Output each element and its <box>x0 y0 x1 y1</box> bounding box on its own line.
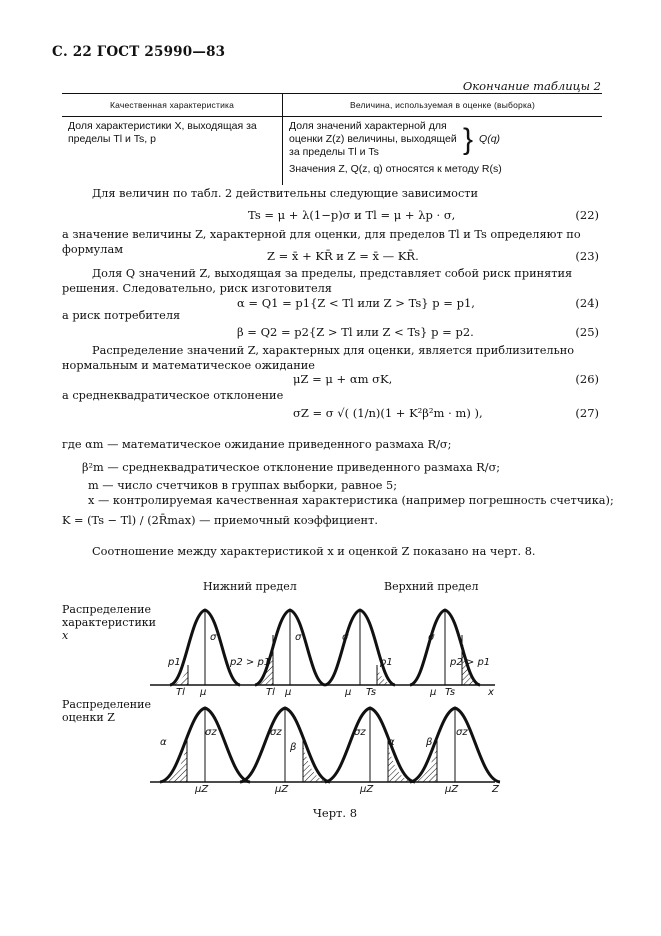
svg-text:Tl: Tl <box>176 687 185 698</box>
consumer-risk-text: а риск потребителя <box>62 309 181 322</box>
svg-text:σz: σz <box>205 727 217 738</box>
curve-row1-d <box>410 610 480 685</box>
eq25-number: (25) <box>575 325 599 339</box>
svg-text:σz: σz <box>270 727 282 738</box>
svg-text:β: β <box>290 742 297 753</box>
eq27-number: (27) <box>575 406 599 420</box>
curve-row2-a <box>160 708 250 782</box>
svg-text:σ: σ <box>210 632 217 643</box>
curve-row1-b <box>255 610 325 685</box>
row1-q: Q(q) <box>479 133 501 145</box>
table-2 <box>62 93 602 185</box>
curve-row1-c <box>325 610 395 685</box>
brace-symbol: } <box>463 122 474 156</box>
svg-text:σ: σ <box>342 632 349 643</box>
eq23: Z = x̄ + KR̄ и Z = x̄ — KR̄. <box>267 249 419 263</box>
figure-caption: Черт. 8 <box>313 806 358 820</box>
where-2: β²m — среднеквадратическое отклонение приведенного размаха R/σ; <box>82 461 501 474</box>
eq26: μZ = μ + αm σK, <box>293 372 393 386</box>
row1-col2 <box>283 117 603 186</box>
curve-row2-c <box>325 708 415 782</box>
svg-text:p1: p1 <box>380 657 393 668</box>
svg-text:Ts: Ts <box>366 687 377 698</box>
curve-row2-d <box>410 708 500 782</box>
table-continuation-note: Окончание таблицы 2 <box>462 79 601 93</box>
svg-text:σz: σz <box>354 727 366 738</box>
eq26-number: (26) <box>575 372 599 386</box>
svg-text:μZ: μZ <box>445 784 459 795</box>
svg-text:σ: σ <box>295 632 302 643</box>
row1-note: Значения Z, Q(z, q) относятся к методу R(s) <box>289 163 502 175</box>
after22-text: а значение величины Z, характерной для оценки, для пределов Tl и Ts определяют по формулам <box>62 228 581 256</box>
eq25: β = Q2 = p2{Z > Tl или Z < Ts} p = p2. <box>237 325 474 339</box>
where-3: m — число счетчиков в группах выборки, равное 5; <box>88 479 398 492</box>
svg-text:p1: p1 <box>168 657 181 668</box>
row1-col1: Доля характеристики X, выходящая за пределы Tl и Ts, p <box>62 117 283 186</box>
sd-text: а среднеквадратическое отклонение <box>62 389 284 402</box>
eq24: α = Q1 = p1{Z < Tl или Z > Ts} p = p1, <box>237 296 475 310</box>
svg-text:μ: μ <box>285 687 292 698</box>
page-header: С. 22 ГОСТ 25990—83 <box>52 44 226 60</box>
eq24-number: (24) <box>575 296 599 310</box>
svg-text:p2 > p1: p2 > p1 <box>450 657 491 668</box>
svg-text:α: α <box>388 737 395 748</box>
distribution-figure <box>140 595 510 795</box>
svg-text:Ts: Ts <box>445 687 456 698</box>
row1-col2-text: Доля значений характерной для оценки Z(z) величины, выходящей за пределы Tl и Ts <box>289 120 457 158</box>
where-5: K = (Ts − Tl) / (2R̄max) — приемочный коэффициент. <box>62 514 378 527</box>
where-1: где αm — математическое ожидание приведенного размаха R/σ; <box>62 438 452 451</box>
eq22: Ts = μ + λ(1−p)σ и Tl = μ + λp · σ, <box>248 208 456 222</box>
eq22-number: (22) <box>575 208 599 222</box>
curve-row2-b <box>240 708 330 782</box>
svg-text:μZ: μZ <box>275 784 289 795</box>
svg-text:μZ: μZ <box>360 784 374 795</box>
svg-text:μZ: μZ <box>195 784 209 795</box>
svg-text:α: α <box>160 737 167 748</box>
lower-limit-label: Нижний предел <box>203 580 297 593</box>
svg-text:σ: σ <box>428 632 435 643</box>
row1-label: Распределение характеристики x <box>62 603 156 642</box>
curve-row1-a <box>170 610 240 685</box>
row2-label: Распределение оценки Z <box>62 698 151 724</box>
distribution-paragraph: Распределение значений Z, характерных для оценки, является приблизительно нормальным и математическое ожидание <box>62 344 575 372</box>
eq27: σZ = σ √( (1/n)(1 + K²β²m · m) ), <box>293 406 483 420</box>
risk-paragraph: Доля Q значений Z, выходящая за пределы, представляет собой риск принятия решения. Следовательно, риск изготовителя <box>62 267 573 295</box>
svg-text:σz: σz <box>456 727 468 738</box>
col1-header: Качественная характеристика <box>62 94 283 117</box>
svg-text:μ: μ <box>430 687 437 698</box>
svg-text:p2 > p1: p2 > p1 <box>230 657 271 668</box>
where-4: x — контролируемая качественная характеристика (например погрешность счетчика); <box>88 494 614 507</box>
svg-text:μ: μ <box>200 687 207 698</box>
intro-text: Для величин по табл. 2 действительны следующие зависимости <box>92 187 479 200</box>
col2-header: Величина, используемая в оценке (выборка) <box>283 94 603 117</box>
svg-text:x: x <box>488 687 494 698</box>
svg-text:Z: Z <box>492 784 499 795</box>
svg-text:Tl: Tl <box>266 687 275 698</box>
upper-limit-label: Верхний предел <box>384 580 479 593</box>
eq23-number: (23) <box>575 249 599 263</box>
ratio-text: Соотношение между характеристикой x и оценкой Z показано на черт. 8. <box>92 545 536 558</box>
svg-text:β: β <box>426 737 433 748</box>
svg-text:μ: μ <box>345 687 352 698</box>
